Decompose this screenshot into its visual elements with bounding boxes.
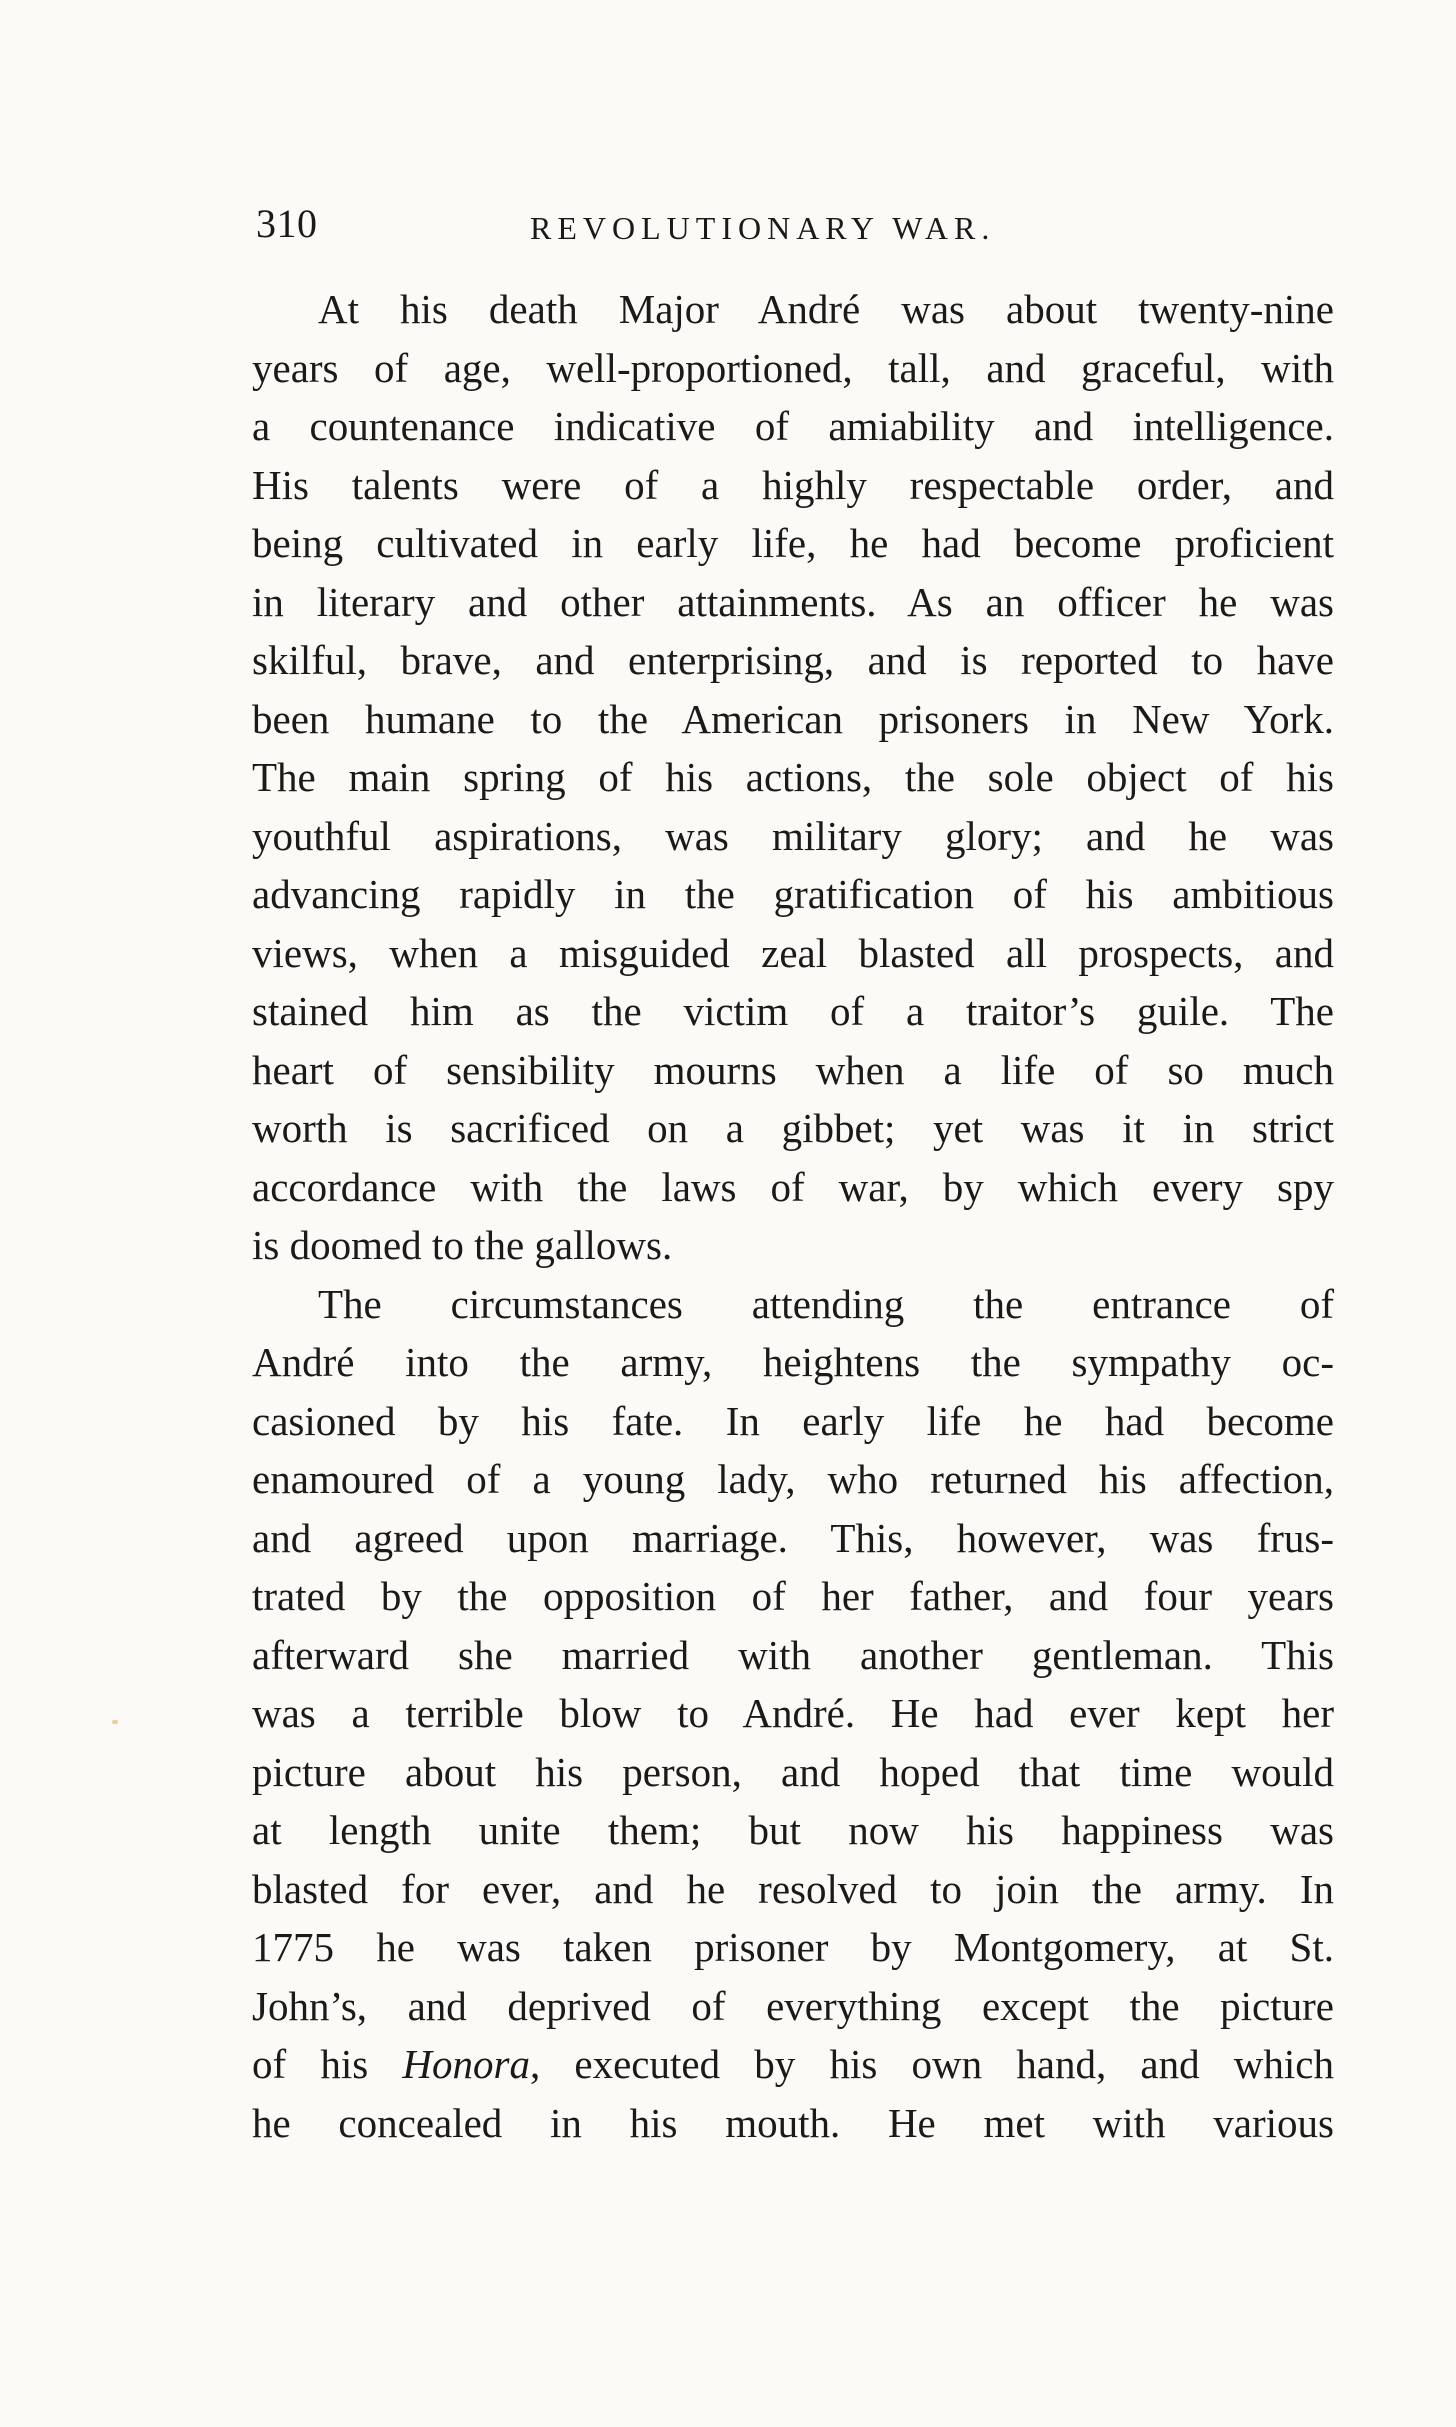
- italic-name: Honora: [402, 2041, 530, 2087]
- text-line: afterward she married with another gentleman. This: [252, 1631, 1334, 1678]
- text-line: youthful aspirations, was military glory; and he was: [252, 812, 1334, 859]
- text-fragment: of his: [252, 2041, 403, 2087]
- text-line: was a terrible blow to André. He had ever kept her: [252, 1690, 1334, 1736]
- text-line: heart of sensibility mourns when a life of so much: [252, 1046, 1334, 1093]
- text-line: been humane to the American prisoners in New York.: [252, 695, 1334, 742]
- page-number: 310: [256, 201, 318, 246]
- text-line: years of age, well-proportioned, tall, and graceful, with: [252, 344, 1334, 391]
- text-line: blasted for ever, and he resolved to join the army. In: [252, 1865, 1334, 1912]
- text-line: trated by the opposition of her father, and four years: [252, 1573, 1334, 1619]
- text-line: being cultivated in early life, he had become proficient: [252, 520, 1334, 566]
- text-line: André into the army, heightens the sympathy oc-: [252, 1339, 1334, 1385]
- running-head: REVOLUTIONARY WAR.: [530, 210, 996, 246]
- text-line-honora: [252, 2035, 1334, 2094]
- paragraph-1: [252, 280, 1334, 1275]
- text-line: His talents were of a highly respectable order, and: [252, 461, 1334, 508]
- text-line: casioned by his fate. In early life he had become: [252, 1397, 1334, 1444]
- text-line: At his death Major André was about twenty-nine: [318, 286, 1334, 332]
- page-header: [256, 198, 1336, 250]
- text-line: and agreed upon marriage. This, however, was frus-: [252, 1514, 1334, 1561]
- text-line: views, when a misguided zeal blasted all prospects, and: [252, 929, 1334, 976]
- paper-speck: [112, 1720, 118, 1724]
- text-line: advancing rapidly in the gratification of his ambitious: [252, 871, 1334, 917]
- text-line: a countenance indicative of amiability and intelligence.: [252, 403, 1334, 449]
- text-line: John’s, and deprived of everything except the picture: [252, 1982, 1334, 2029]
- text-line: stained him as the victim of a traitor’s guile. The: [252, 988, 1334, 1034]
- text-line: accordance with the laws of war, by which every spy: [252, 1163, 1334, 1210]
- text-line: in literary and other attainments. As an officer he was: [252, 578, 1334, 625]
- text-line: skilful, brave, and enterprising, and is reported to have: [252, 637, 1334, 683]
- body-text: [252, 280, 1334, 2152]
- text-line: at length unite them; but now his happiness was: [252, 1807, 1334, 1853]
- text-line: 1775 he was taken prisoner by Montgomery, at St.: [252, 1924, 1334, 1970]
- paragraph-2: [252, 1275, 1334, 2153]
- text-line: he concealed in his mouth. He met with various: [252, 2099, 1334, 2146]
- text-line: worth is sacrificed on a gibbet; yet was it in strict: [252, 1105, 1334, 1151]
- text-fragment: , executed by his own hand, and which: [529, 2041, 1334, 2087]
- text-line: is doomed to the gallows.: [252, 1222, 673, 1268]
- text-line: The circumstances attending the entrance of: [318, 1280, 1334, 1327]
- text-line: enamoured of a young lady, who returned his affection,: [252, 1456, 1334, 1502]
- text-line: The main spring of his actions, the sole object of his: [252, 754, 1334, 800]
- text-line: picture about his person, and hoped that time would: [252, 1748, 1334, 1795]
